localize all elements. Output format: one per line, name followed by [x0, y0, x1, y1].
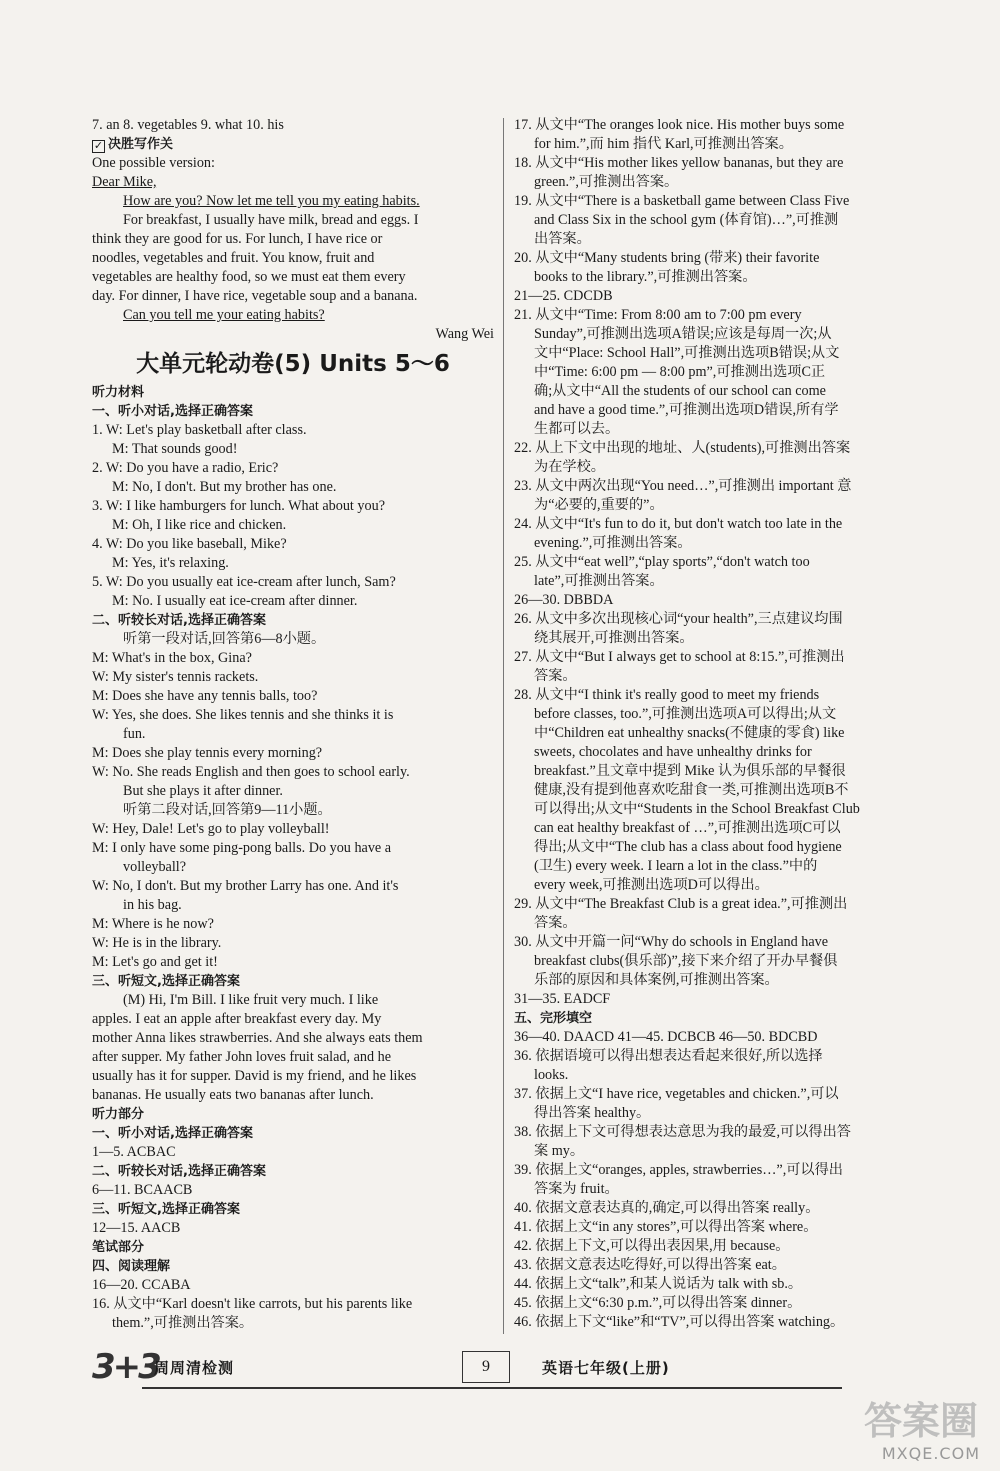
- text-line: [92, 1086, 494, 1105]
- text-line: [514, 382, 918, 401]
- text-line: [92, 801, 494, 820]
- line-text: 21. 从文中“Time: From 8:00 am to 7:00 pm every: [514, 307, 802, 323]
- text-line: [514, 230, 918, 249]
- line-text: before classes, too.”,可推测出选项A可以得出;从文: [534, 706, 837, 722]
- line-text: 24. 从文中“It's fun to do it, but don't watch too late in the: [514, 516, 843, 532]
- text-line: [92, 706, 494, 725]
- text-line: [92, 154, 494, 173]
- text-line: [92, 554, 494, 573]
- line-text: For breakfast, I usually have milk, bread and eggs. I: [123, 212, 419, 228]
- text-line: [514, 610, 918, 629]
- text-line: [514, 572, 918, 591]
- text-line: [92, 953, 494, 972]
- line-text: 可以得出;从文中“Students in the School Breakfast Club: [534, 801, 860, 817]
- text-line: [514, 268, 918, 287]
- line-text: 听第一段对话,回答第6—8小题。: [123, 631, 326, 647]
- line-text: 四、阅读理解: [92, 1259, 171, 1274]
- line-text: M: Yes, it's relaxing.: [112, 555, 229, 571]
- text-line: [92, 991, 494, 1010]
- text-line: [92, 1181, 494, 1200]
- text-line: [514, 838, 918, 857]
- line-text: 31—35. EADCF: [514, 991, 611, 1007]
- watermark-url: MXQE.COM: [881, 1444, 980, 1463]
- line-text: 一、听小对话,选择正确答案: [92, 404, 253, 419]
- text-line: [92, 325, 494, 344]
- text-line: [514, 154, 918, 173]
- text-line: [92, 573, 494, 592]
- text-line: [92, 440, 494, 459]
- line-text: late”,可推测出答案。: [534, 573, 664, 589]
- text-line: [514, 895, 918, 914]
- line-text: W: He is in the library.: [92, 935, 222, 951]
- line-text: Wang Wei: [435, 326, 494, 342]
- line-text: 五、完形填空: [514, 1011, 593, 1026]
- text-line: [92, 306, 494, 325]
- line-text: M: What's in the box, Gina?: [92, 650, 252, 666]
- text-line: [514, 1313, 918, 1332]
- text-line: [514, 1256, 918, 1275]
- text-line: [514, 1218, 918, 1237]
- section-heading: [514, 1009, 918, 1028]
- text-line: [514, 762, 918, 781]
- line-text: noodles, vegetables and fruit. You know, fruit and: [92, 250, 375, 266]
- text-line: [514, 914, 918, 933]
- text-line: [514, 287, 918, 306]
- text-line: [92, 1295, 494, 1314]
- text-line: [92, 687, 494, 706]
- line-text: W: No, I don't. But my brother Larry has one. And it's: [92, 878, 399, 894]
- line-text: W: My sister's tennis rackets.: [92, 669, 259, 685]
- text-line: [514, 1180, 918, 1199]
- text-line: [92, 1048, 494, 1067]
- text-line: [514, 211, 918, 230]
- text-line: [514, 857, 918, 876]
- section-heading: [92, 1200, 494, 1219]
- text-line: [514, 1028, 918, 1047]
- text-line: [92, 287, 494, 306]
- text-line: [92, 268, 494, 287]
- line-text: 16—20. CCABA: [92, 1277, 191, 1293]
- line-text: 得出;从文中“The club has a class about food hygiene: [534, 839, 842, 855]
- line-text: 40. 依据文意表达真的,确定,可以得出答案 really。: [514, 1200, 820, 1216]
- text-line: [92, 915, 494, 934]
- text-line: [92, 421, 494, 440]
- line-text: But she plays it after dinner.: [123, 783, 283, 799]
- text-line: [514, 496, 918, 515]
- text-line: [514, 1275, 918, 1294]
- text-line: [514, 933, 918, 952]
- line-text: vegetables are healthy food, so we must eat them every: [92, 269, 406, 285]
- line-text: M: Does she play tennis every morning?: [92, 745, 323, 761]
- line-text: think they are good for us. For lunch, I have rice or: [92, 231, 383, 247]
- line-text: M: That sounds good!: [112, 441, 238, 457]
- column-divider: [503, 118, 504, 1334]
- line-text: 出答案。: [534, 231, 591, 247]
- unit-title: [92, 346, 494, 382]
- text-line: [514, 724, 918, 743]
- text-line: [514, 553, 918, 572]
- line-text: 健康,没有提到他喜欢吃甜食一类,可推测出选项B不: [534, 782, 849, 798]
- line-text: every week,可推测出选项D可以得出。: [534, 877, 769, 893]
- line-text: 28. 从文中“I think it's really good to meet my friends: [514, 687, 820, 703]
- line-text: 听力部分: [92, 1107, 145, 1122]
- line-text: 生都可以去。: [534, 421, 620, 437]
- text-line: [514, 1066, 918, 1085]
- line-text: 为“必要的,重要的”。: [534, 497, 664, 513]
- line-text: breakfast clubs(俱乐部)”,接下来介绍了开办早餐俱: [534, 953, 838, 969]
- line-text: 决胜写作关: [108, 137, 174, 152]
- text-line: [514, 1237, 918, 1256]
- line-text: 案 my。: [534, 1143, 585, 1159]
- line-text: W: Yes, she does. She likes tennis and she thinks it is: [92, 707, 394, 723]
- line-text: 文中“Place: School Hall”,可推测出选项B错误;从文: [534, 345, 840, 361]
- line-text: 三、听短文,选择正确答案: [92, 974, 240, 989]
- line-text: 答案为 fruit。: [534, 1181, 619, 1197]
- line-text: 笔试部分: [92, 1240, 145, 1255]
- line-text: W: Hey, Dale! Let's go to play volleyball!: [92, 821, 330, 837]
- text-line: [514, 135, 918, 154]
- line-text: Sunday”,可推测出选项A错误;应该是每周一次;从: [534, 326, 832, 342]
- text-line: [514, 401, 918, 420]
- line-text: 37. 依据上文“I have rice, vegetables and chicken.”,可以: [514, 1086, 839, 1102]
- text-line: [514, 173, 918, 192]
- text-line: [514, 1047, 918, 1066]
- line-text: 16. 从文中“Karl doesn't like carrots, but his parents like: [92, 1296, 413, 1312]
- text-line: [92, 630, 494, 649]
- text-line: [92, 839, 494, 858]
- text-line: [92, 820, 494, 839]
- text-line: [514, 420, 918, 439]
- subject-label: 英语七年级(上册): [542, 1359, 670, 1377]
- logo-icon: 3+3: [92, 1347, 159, 1387]
- text-line: [92, 896, 494, 915]
- line-text: 得出答案 healthy。: [534, 1105, 651, 1121]
- text-line: [514, 952, 918, 971]
- line-text: One possible version:: [92, 155, 215, 171]
- line-text: 20. 从文中“Many students bring (带来) their favorite: [514, 250, 820, 266]
- page-footer: [92, 1347, 918, 1399]
- section-heading: [92, 383, 494, 402]
- section-heading: [92, 1257, 494, 1276]
- line-text: 7. an 8. vegetables 9. what 10. his: [92, 117, 284, 133]
- text-line: [92, 116, 494, 135]
- text-line: [514, 458, 918, 477]
- text-line: [92, 668, 494, 687]
- line-text: 22. 从上下文中出现的地址、人(students),可推测出答案: [514, 440, 851, 456]
- text-line: [514, 591, 918, 610]
- footer-rule: [142, 1387, 842, 1389]
- line-text: 3. W: I like hamburgers for lunch. What about you?: [92, 498, 386, 514]
- checkbox-icon: ✓: [93, 139, 104, 152]
- line-text: 27. 从文中“But I always get to school at 8:15.”,可推测出: [514, 649, 845, 665]
- section-heading: [92, 1238, 494, 1257]
- line-text: 36. 依据语境可以得出想表达看起来很好,所以选择: [514, 1048, 823, 1064]
- line-text: Can you tell me your eating habits?: [123, 307, 325, 323]
- text-line: [92, 934, 494, 953]
- text-line: [92, 1219, 494, 1238]
- line-text: M: Does she have any tennis balls, too?: [92, 688, 318, 704]
- line-text: 答案。: [534, 668, 577, 684]
- line-text: 23. 从文中两次出现“You need…”,可推测出 important 意: [514, 478, 852, 494]
- line-text: looks.: [534, 1067, 569, 1083]
- line-text: 二、听较长对话,选择正确答案: [92, 613, 266, 628]
- line-text: for him.”,而 him 指代 Karl,可推测出答案。: [534, 136, 793, 152]
- text-line: [514, 781, 918, 800]
- text-line: [92, 1143, 494, 1162]
- line-text: 26. 从文中多次出现核心词“your health”,三点建议均围: [514, 611, 843, 627]
- line-text: 中“Children eat unhealthy snacks(不健康的零食) like: [534, 725, 845, 741]
- text-line: [92, 1067, 494, 1086]
- line-text: green.”,可推测出答案。: [534, 174, 679, 190]
- text-line: [514, 477, 918, 496]
- section-heading: [92, 1162, 494, 1181]
- line-text: 25. 从文中“eat well”,“play sports”,“don't watch too: [514, 554, 810, 570]
- text-line: [514, 971, 918, 990]
- line-text: 绕其展开,可推测出答案。: [534, 630, 694, 646]
- page-number: 9: [462, 1351, 510, 1383]
- line-text: 30. 从文中开篇一问“Why do schools in England have: [514, 934, 829, 950]
- line-text: 46. 依据上下文“like”和“TV”,可以得出答案 watching。: [514, 1314, 845, 1330]
- line-text: 4. W: Do you like baseball, Mike?: [92, 536, 287, 552]
- text-line: [92, 478, 494, 497]
- line-text: books to the library.”,可推测出答案。: [534, 269, 757, 285]
- line-text: 44. 依据上文“talk”,和某人说话为 talk with sb.。: [514, 1276, 803, 1292]
- line-text: Dear Mike,: [92, 174, 157, 190]
- line-text: 答案。: [534, 915, 577, 931]
- text-line: [92, 173, 494, 192]
- line-text: M: Let's go and get it!: [92, 954, 218, 970]
- text-line: [92, 535, 494, 554]
- line-text: 29. 从文中“The Breakfast Club is a great idea.”,可推测出: [514, 896, 848, 912]
- line-text: 42. 依据上下文,可以得出表因果,用 because。: [514, 1238, 790, 1254]
- section-heading: [92, 1124, 494, 1143]
- line-text: 为在学校。: [534, 459, 605, 475]
- line-text: 5. W: Do you usually eat ice-cream after lunch, Sam?: [92, 574, 396, 590]
- line-text: evening.”,可推测出答案。: [534, 535, 692, 551]
- line-text: 38. 依据上下文可得想表达意思为我的最爱,可以得出答: [514, 1124, 851, 1140]
- line-text: M: No, I don't. But my brother has one.: [112, 479, 337, 495]
- line-text: M: I only have some ping-pong balls. Do you have a: [92, 840, 392, 856]
- line-text: them.”,可推测出答案。: [112, 1315, 254, 1331]
- watermark-logo: 答案圈: [863, 1399, 978, 1443]
- line-text: volleyball?: [123, 859, 187, 875]
- text-line: [92, 725, 494, 744]
- line-text: How are you? Now let me tell you my eating habits.: [123, 193, 420, 209]
- line-text: sweets, chocolates and have unhealthy drinks for: [534, 744, 812, 760]
- brand-name: 周周清检测: [154, 1359, 235, 1377]
- text-line: [92, 249, 494, 268]
- text-line: [514, 116, 918, 135]
- line-text: 18. 从文中“His mother likes yellow bananas, but they are: [514, 155, 844, 171]
- line-text: 听第二段对话,回答第9—11小题。: [123, 802, 332, 818]
- text-line: [514, 819, 918, 838]
- text-line: [514, 439, 918, 458]
- text-line: [92, 459, 494, 478]
- text-line: [514, 515, 918, 534]
- text-line: [92, 1010, 494, 1029]
- line-text: 43. 依据文意表达吃得好,可以得出答案 eat。: [514, 1257, 786, 1273]
- line-text: 36—40. DAACD 41—45. DCBCB 46—50. BDCBD: [514, 1029, 818, 1045]
- line-text: 26—30. DBBDA: [514, 592, 614, 608]
- line-text: usually has it for supper. David is my friend, and he likes: [92, 1068, 417, 1084]
- text-line: [92, 592, 494, 611]
- text-line: [514, 325, 918, 344]
- text-line: [92, 649, 494, 668]
- text-line: [514, 1142, 918, 1161]
- line-text: 确;从文中“All the students of our school can come: [534, 383, 826, 399]
- line-text: mother Anna likes strawberries. And she always eats them: [92, 1030, 423, 1046]
- left-column: [92, 116, 494, 1333]
- text-line: [92, 877, 494, 896]
- line-text: 6—11. BCAACB: [92, 1182, 193, 1198]
- line-text: in his bag.: [123, 897, 182, 913]
- line-text: 21—25. CDCDB: [514, 288, 613, 304]
- line-text: apples. I eat an apple after breakfast every day. My: [92, 1011, 382, 1027]
- line-text: W: No. She reads English and then goes to school early.: [92, 764, 410, 780]
- line-text: after supper. My father John loves fruit salad, and he: [92, 1049, 392, 1065]
- line-text: 17. 从文中“The oranges look nice. His mother buys some: [514, 117, 845, 133]
- line-text: M: Where is he now?: [92, 916, 214, 932]
- line-text: 39. 依据上文“oranges, apples, strawberries…”,可以得出: [514, 1162, 843, 1178]
- line-text: 12—15. AACB: [92, 1220, 181, 1236]
- text-line: [514, 1123, 918, 1142]
- section-heading: [92, 402, 494, 421]
- text-line: [92, 858, 494, 877]
- line-text: 二、听较长对话,选择正确答案: [92, 1164, 266, 1179]
- text-line: [514, 705, 918, 724]
- text-line: [514, 249, 918, 268]
- line-text: 大单元轮动卷(5) Units 5～6: [136, 351, 450, 377]
- text-line: [514, 743, 918, 762]
- line-text: can eat healthy breakfast of …”,可推测出选项C可以: [534, 820, 841, 836]
- text-line: [92, 763, 494, 782]
- text-line: [514, 306, 918, 325]
- text-line: [92, 1276, 494, 1295]
- line-text: 听力材料: [92, 385, 145, 400]
- text-line: [514, 1294, 918, 1313]
- line-text: 一、听小对话,选择正确答案: [92, 1126, 253, 1141]
- line-text: fun.: [123, 726, 146, 742]
- line-text: day. For dinner, I have rice, vegetable soup and a banana.: [92, 288, 418, 304]
- section-heading: [92, 135, 494, 154]
- text-line: [92, 211, 494, 230]
- text-line: [514, 1104, 918, 1123]
- text-line: [514, 534, 918, 553]
- text-line: [514, 648, 918, 667]
- text-line: [514, 800, 918, 819]
- text-line: [92, 516, 494, 535]
- line-text: 45. 依据上文“6:30 p.m.”,可以得出答案 dinner。: [514, 1295, 802, 1311]
- text-line: [514, 667, 918, 686]
- line-text: 19. 从文中“There is a basketball game between Class Five: [514, 193, 850, 209]
- right-column: [514, 116, 918, 1332]
- line-text: and Class Six in the school gym (体育馆)…”,可推测: [534, 212, 839, 228]
- text-line: [514, 990, 918, 1009]
- line-text: 1. W: Let's play basketball after class.: [92, 422, 307, 438]
- line-text: 1—5. ACBAC: [92, 1144, 176, 1160]
- text-line: [514, 1085, 918, 1104]
- line-text: 中“Time: 6:00 pm — 8:00 pm”,可推测出选项C正: [534, 364, 826, 380]
- section-heading: [92, 1105, 494, 1124]
- line-text: breakfast.”且文章中提到 Mike 认为俱乐部的早餐很: [534, 763, 846, 779]
- line-text: 2. W: Do you have a radio, Eric?: [92, 460, 279, 476]
- line-text: 三、听短文,选择正确答案: [92, 1202, 240, 1217]
- text-line: [514, 363, 918, 382]
- section-heading: [92, 972, 494, 991]
- text-line: [514, 876, 918, 895]
- text-line: [92, 192, 494, 211]
- line-text: M: No. I usually eat ice-cream after dinner.: [112, 593, 358, 609]
- line-text: (M) Hi, I'm Bill. I like fruit very much. I like: [123, 992, 379, 1008]
- line-text: 41. 依据上文“in any stores”,可以得出答案 where。: [514, 1219, 818, 1235]
- text-line: [92, 782, 494, 801]
- text-line: [92, 1314, 494, 1333]
- text-line: [514, 344, 918, 363]
- text-line: [92, 497, 494, 516]
- text-line: [514, 1161, 918, 1180]
- line-text: bananas. He usually eats two bananas after lunch.: [92, 1087, 374, 1103]
- line-text: and have a good time.”,可推测出选项D错误,所有学: [534, 402, 839, 418]
- text-line: [92, 1029, 494, 1048]
- text-line: [92, 230, 494, 249]
- section-heading: [92, 611, 494, 630]
- text-line: [514, 686, 918, 705]
- line-text: (卫生) every week. I learn a lot in the class.”中的: [534, 858, 818, 874]
- line-text: 乐部的原因和具体案例,可推测出答案。: [534, 972, 779, 988]
- text-line: [514, 192, 918, 211]
- text-line: [514, 1199, 918, 1218]
- line-text: M: Oh, I like rice and chicken.: [112, 517, 287, 533]
- text-line: [92, 744, 494, 763]
- text-line: [514, 629, 918, 648]
